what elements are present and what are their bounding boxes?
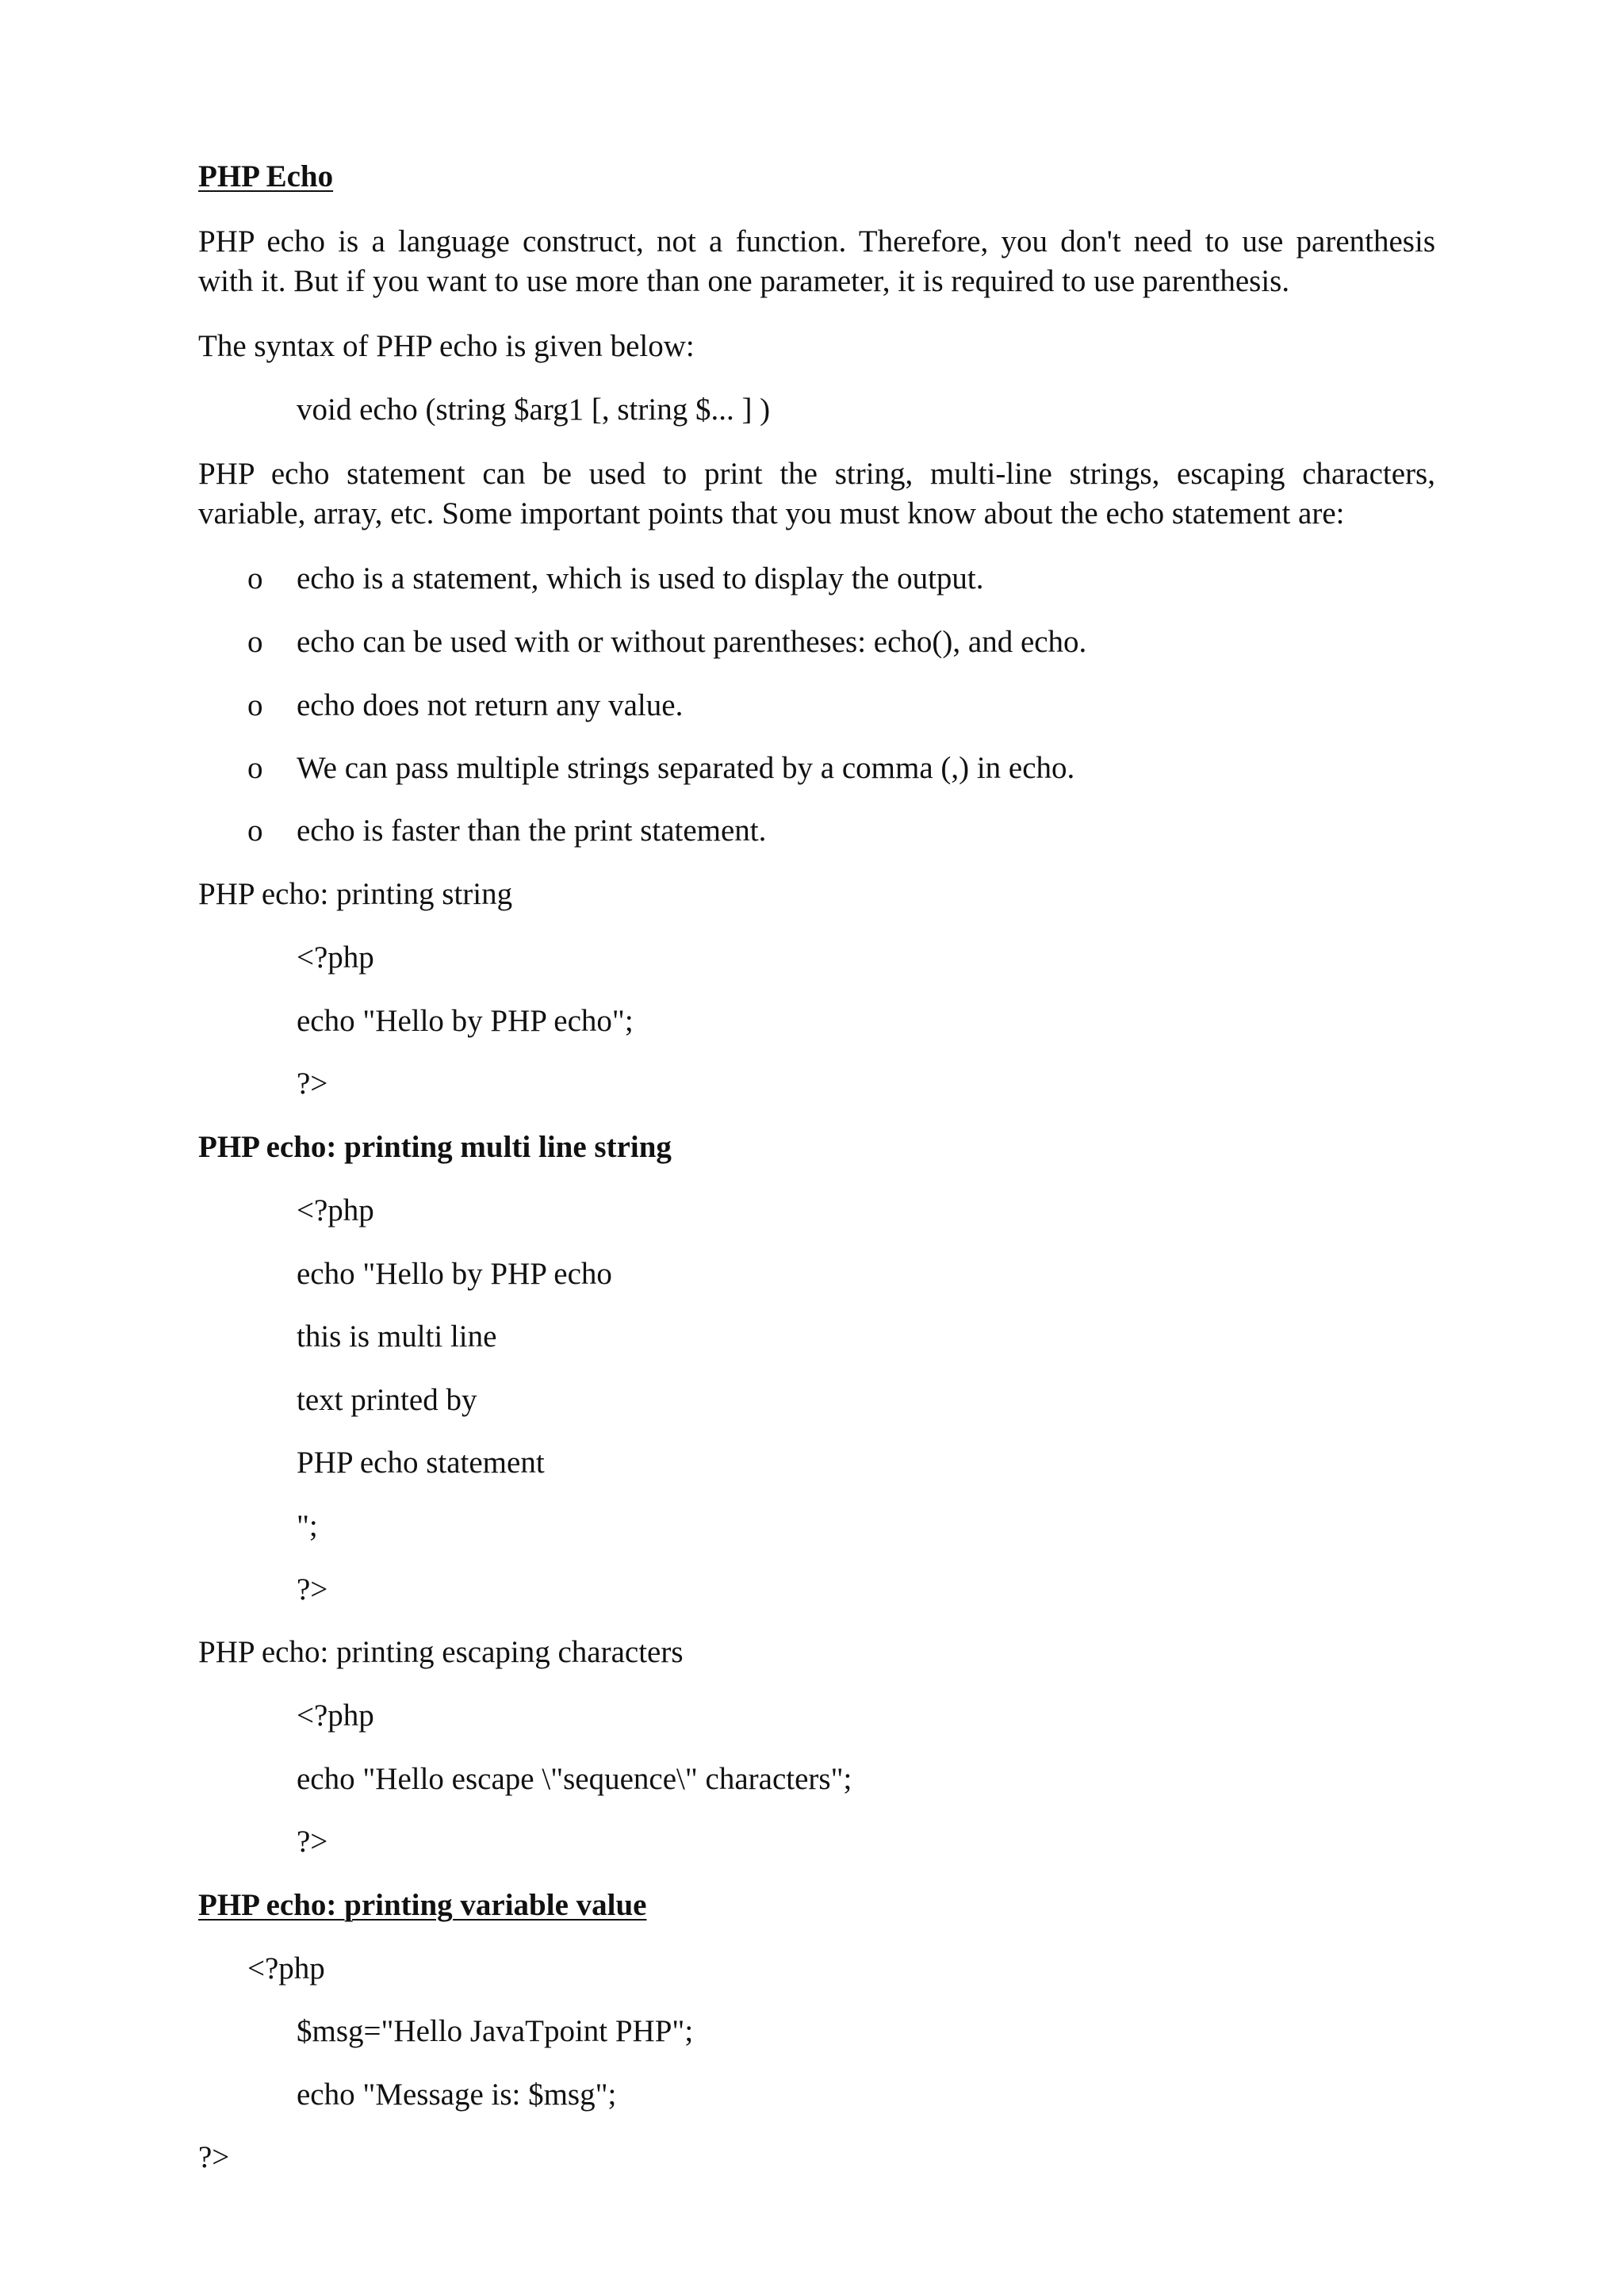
code-line: ?> bbox=[198, 2140, 230, 2174]
code-line: ?> bbox=[297, 1572, 328, 1607]
bullet-marker: o bbox=[247, 561, 263, 596]
syntax-code: void echo (string $arg1 [, string $... ] ) bbox=[297, 393, 771, 427]
usage-line-2: variable, array, etc. Some important points that you must know about the echo statement are: bbox=[198, 496, 1345, 530]
section-heading-string: PHP echo: printing string bbox=[198, 877, 513, 911]
bullet-marker: o bbox=[247, 688, 263, 722]
code-line: ?> bbox=[297, 1825, 328, 1859]
code-line: "; bbox=[297, 1509, 318, 1543]
code-line: PHP echo statement bbox=[297, 1446, 545, 1480]
code-line: text printed by bbox=[297, 1383, 477, 1417]
code-line: ?> bbox=[297, 1067, 328, 1101]
code-line: this is multi line bbox=[297, 1319, 497, 1354]
code-line: <?php bbox=[247, 1951, 325, 1986]
code-line: echo "Hello by PHP echo"; bbox=[297, 1004, 634, 1038]
point-item: echo is a statement, which is used to display the output. bbox=[297, 561, 984, 596]
intro-line-1: PHP echo is a language construct, not a function. Therefore, you don't need to use parenthesis bbox=[198, 224, 1435, 259]
usage-line-1: PHP echo statement can be used to print the string, multi-line strings, escaping characters, bbox=[198, 457, 1435, 491]
page-title: PHP Echo bbox=[198, 159, 334, 193]
point-item: echo does not return any value. bbox=[297, 688, 684, 722]
code-line: echo "Message is: $msg"; bbox=[297, 2078, 617, 2112]
code-line: <?php bbox=[297, 1698, 374, 1733]
section-heading-multiline: PHP echo: printing multi line string bbox=[198, 1130, 672, 1164]
syntax-intro: The syntax of PHP echo is given below: bbox=[198, 329, 695, 363]
code-line: $msg="Hello JavaTpoint PHP"; bbox=[297, 2014, 694, 2048]
bullet-marker: o bbox=[247, 751, 263, 785]
code-line: echo "Hello by PHP echo bbox=[297, 1257, 612, 1291]
bullet-marker: o bbox=[247, 814, 263, 848]
intro-line-2: with it. But if you want to use more than one parameter, it is required to use parenthesis. bbox=[198, 264, 1290, 298]
code-line: <?php bbox=[297, 1193, 374, 1227]
section-heading-escaping: PHP echo: printing escaping characters bbox=[198, 1635, 684, 1669]
point-item: echo can be used with or without parentheses: echo(), and echo. bbox=[297, 625, 1087, 659]
point-item: echo is faster than the print statement. bbox=[297, 814, 767, 848]
section-heading-variable: PHP echo: printing variable value bbox=[198, 1888, 647, 1922]
bullet-marker: o bbox=[247, 625, 263, 659]
code-line: echo "Hello escape \"sequence\" characters"; bbox=[297, 1762, 852, 1796]
code-line: <?php bbox=[297, 940, 374, 975]
point-item: We can pass multiple strings separated by a comma (,) in echo. bbox=[297, 751, 1075, 785]
